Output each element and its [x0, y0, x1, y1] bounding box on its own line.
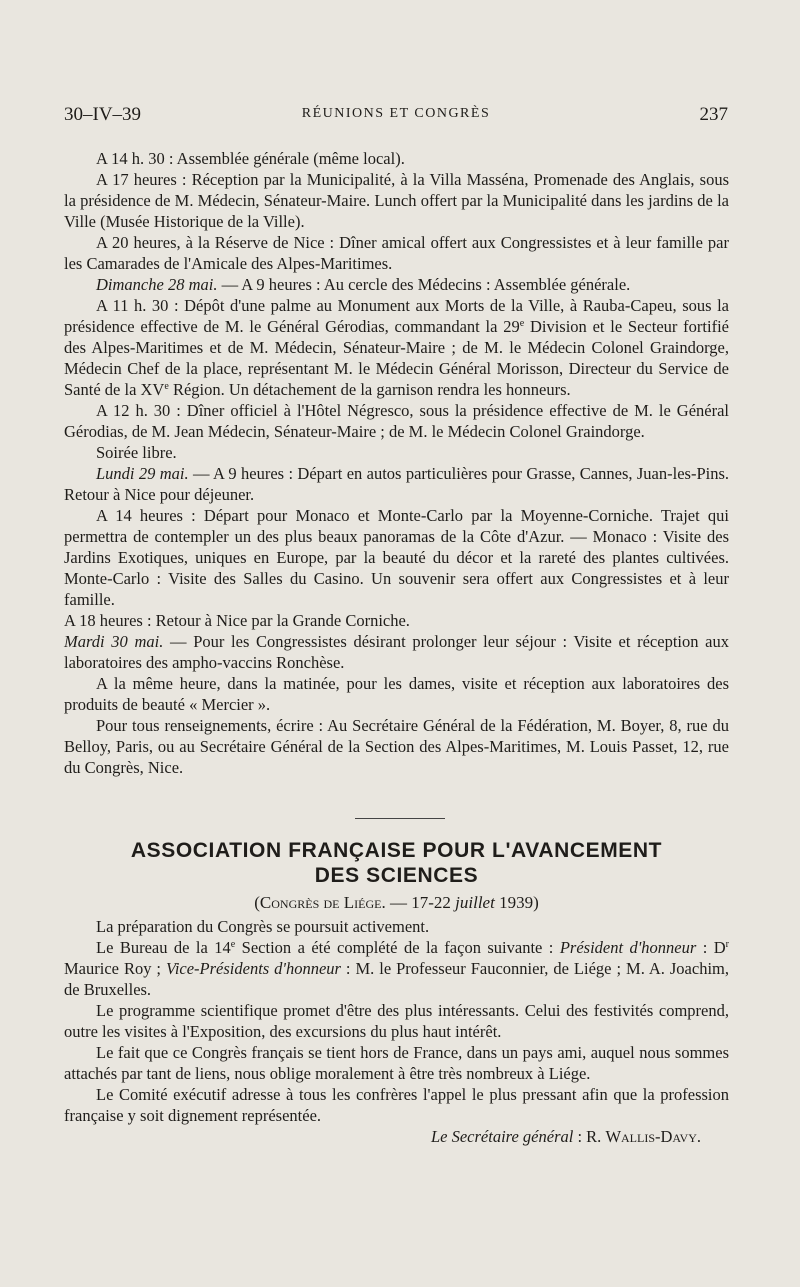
title-line: ASSOCIATION FRANÇAISE POUR L'AVANCEMENT [130, 839, 663, 862]
paragraph-text: — A 9 heures : Au cercle des Médecins : Assemblée générale. [217, 275, 631, 294]
role-label: Président d'honneur [559, 938, 697, 957]
section-subtitle [64, 893, 729, 913]
paragraph-text: : D [696, 938, 726, 957]
paragraph [64, 937, 729, 1000]
paragraph: Le programme scientifique promet d'être des plus intéressants. Celui des festivités comprend, outre les visites à l'Exposition, des excursions du plus haut intérêt. [64, 1001, 729, 1041]
header-date: 30–IV–39 [64, 104, 142, 125]
superscript: e [230, 939, 236, 950]
paragraph: A 12 h. 30 : Dîner officiel à l'Hôtel Négresco, sous la présidence effective de M. le Général Gérodias, de M. Jean Médecin, Sénateur-Maire ; de M. le Médecin Colonel Graindorge. [64, 401, 729, 441]
paragraph-text: Maurice Roy ; [64, 959, 166, 978]
paragraph: Le fait que ce Congrès français se tient hors de France, dans un pays ami, auquel nous sommes attachés par tant de liens, nous oblige moralement à être très nombreux à Liége. [64, 1043, 729, 1083]
paragraph-text: Section a été complété de la façon suivante : [235, 938, 560, 957]
paragraph-text: — Pour les Congressistes désirant prolonger leur séjour : Visite et réception aux laboratoires des ampho-vaccins Ronchèse. [64, 632, 729, 672]
section-title [64, 838, 729, 888]
signature-text: : R. [573, 1127, 606, 1146]
paragraph-text: — A 9 heures : Départ en autos particulières pour Grasse, Cannes, Juan-les-Pins. Retour à Nice pour déjeuner. [64, 464, 729, 504]
paragraph [64, 295, 729, 400]
paragraph-text: Le Bureau de la 14 [96, 938, 231, 957]
superscript: e [519, 318, 525, 329]
subtitle-text: ( [254, 893, 260, 912]
signature-role: Le Secrétaire général [430, 1127, 574, 1146]
paragraph [64, 463, 729, 505]
paragraph [64, 274, 729, 295]
paragraph: A 20 heures, à la Réserve de Nice : Dîner amical offert aux Congressistes et à leur famille par les Camarades de l'Amicale des Alpes-Maritimes. [64, 233, 729, 273]
paragraph [64, 631, 729, 673]
day-label: Mardi 30 mai. [64, 632, 164, 651]
paragraph-text: : M. le Professeur Fauconnier, de Liége ; M. A. Joachim, de Bruxelles. [64, 959, 729, 999]
paragraph: A 17 heures : Réception par la Municipalité, à la Villa Masséna, Promenade des Anglais, sous la présidence de M. Médecin, Sénateur-Maire. Lunch offert par la Municipalité dans les jardins de la Ville (Musée Historique de la Ville). [64, 170, 729, 231]
title-line: DES SCIENCES [314, 864, 479, 887]
paragraph: Pour tous renseignements, écrire : Au Secrétaire Général de la Fédération, M. Boyer, 8, rue du Belloy, Paris, ou au Secrétaire Général de la Section des Alpes-Maritimes, M. Louis Passet, 12, rue du Congrès, Nice. [64, 716, 729, 777]
paragraph: Soirée libre. [96, 443, 177, 462]
association-text [64, 916, 729, 1147]
signature [64, 1126, 729, 1147]
subtitle-text: Congrès de Liége. [259, 893, 386, 912]
running-header [64, 104, 728, 130]
page-number: 237 [699, 104, 728, 125]
paragraph-text: Région. Un détachement de la garnison rendra les honneurs. [168, 380, 571, 399]
paragraph: A la même heure, dans la matinée, pour les dames, visite et réception aux laboratoires des produits de beauté « Mercier ». [64, 674, 729, 714]
paragraph-text: Division et le Secteur fortifié des Alpes-Maritimes et de M. Médecin, Sénateur-Maire ; de M. le Médecin Colonel Graindorge, Médecin Chef de la place, représentant M. le Médecin Général Morisson, Directeur du Service de Santé de la XV [64, 317, 729, 399]
day-label: Dimanche 28 mai. [96, 275, 218, 294]
superscript: e [164, 381, 169, 392]
paragraph: La préparation du Congrès se poursuit activement. [96, 917, 430, 936]
signature-name: Wallis-Davy. [605, 1127, 701, 1146]
program-text [64, 148, 729, 778]
paragraph-text: A 11 h. 30 : Dépôt d'une palme au Monument aux Morts de la Ville, à Rauba-Capeu, sous la présidence effective de M. le Général Gérodias, commandant la 29 [64, 296, 729, 336]
day-label: Lundi 29 mai. [96, 464, 189, 483]
subtitle-text: — 17-22 [385, 893, 456, 912]
paragraph: A 18 heures : Retour à Nice par la Grande Corniche. [64, 611, 410, 630]
superscript: r [725, 939, 729, 950]
role-label: Vice-Présidents d'honneur [165, 959, 341, 978]
subtitle-text: juillet [455, 893, 495, 912]
section-divider [355, 818, 445, 819]
paragraph: A 14 h. 30 : Assemblée générale (même local). [96, 149, 405, 168]
paragraph: Le Comité exécutif adresse à tous les confrères l'appel le plus pressant afin que la profession française y soit dignement représentée. [64, 1085, 729, 1125]
subtitle-text: 1939) [494, 893, 539, 912]
paragraph: A 14 heures : Départ pour Monaco et Monte-Carlo par la Moyenne-Corniche. Trajet qui permettra de contempler un des plus beaux panoramas de la Côte d'Azur. — Monaco : Visite des Jardins Exotiques, uniques en Europe, par la beauté du décor et la rareté des plantes cultivées. Monte-Carlo : Visite des Salles du Casino. Un souvenir sera offert aux Congressistes et à leur famille. [64, 506, 729, 609]
header-section-title: RÉUNIONS ET CONGRÈS [301, 106, 491, 121]
